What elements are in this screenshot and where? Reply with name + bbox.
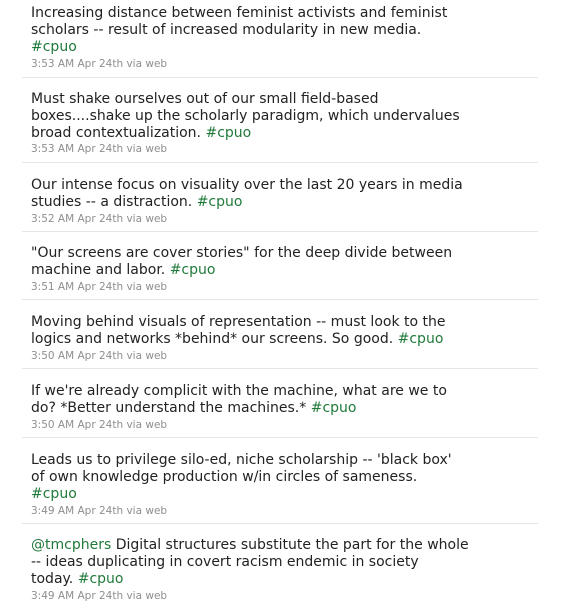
hashtag-link[interactable]: #cpuo — [31, 39, 77, 55]
tweet-timestamp[interactable]: 3:53 AM Apr 24th via web — [31, 143, 168, 155]
tweet-item — [22, 537, 538, 605]
tweet-text-line: of own knowledge production w/in circles of sameness. — [31, 469, 418, 485]
hashtag-link[interactable]: #cpuo — [310, 400, 357, 416]
hashtag-link[interactable]: #cpuo — [196, 194, 243, 210]
tweet-text — [31, 537, 531, 588]
tweet-text-line: Must shake ourselves out of our small field-based — [31, 91, 379, 107]
hashtag-link[interactable]: #cpuo — [205, 125, 252, 141]
tweet-text-line: If we're already complicit with the machine, what are we to — [31, 383, 447, 399]
tweet-text — [31, 314, 531, 348]
tweet-text-line: boxes....shake up the scholarly paradigm, which undervalues — [31, 108, 460, 124]
tweet-text-line: studies -- a distraction. — [31, 194, 193, 210]
tweet-text-line: machine and labor. — [31, 262, 166, 278]
tweet-item — [22, 452, 538, 524]
tweet-text — [31, 91, 531, 142]
tweet-text-line: broad contextualization. — [31, 125, 202, 141]
tweet-item — [22, 245, 538, 300]
tweet-text-line: do? *Better understand the machines.* — [31, 400, 307, 416]
hashtag-link[interactable]: #cpuo — [31, 486, 77, 502]
tweet-text-line: Increasing distance between feminist activists and feminist — [31, 5, 448, 21]
tweet-item — [22, 91, 538, 163]
tweet-text-line: Our intense focus on visuality over the last 20 years in media — [31, 177, 463, 193]
mention-link[interactable]: @tmcphers — [31, 537, 112, 553]
tweet-text-line: scholars -- result of increased modularity in new media. — [31, 22, 422, 38]
tweet-timestamp[interactable]: 3:51 AM Apr 24th via web — [31, 281, 168, 293]
tweet-item — [22, 314, 538, 369]
tweet-timestamp[interactable]: 3:50 AM Apr 24th via web — [31, 419, 168, 431]
tweet-text-line: Digital structures substitute the part for the whole — [115, 537, 469, 553]
tweet-text — [31, 383, 531, 417]
tweet-text-line: logics and networks *behind* our screens. So good. — [31, 331, 394, 347]
tweet-item — [22, 383, 538, 438]
tweet-text — [31, 177, 531, 211]
tweet-text — [31, 245, 531, 279]
tweet-text-line: -- ideas duplicating in covert racism endemic in society — [31, 554, 419, 570]
tweet-item — [22, 177, 538, 232]
tweet-item — [22, 5, 538, 78]
tweet-text — [31, 452, 531, 503]
tweet-text-line: Moving behind visuals of representation -- must look to the — [31, 314, 446, 330]
tweet-text-line: today. — [31, 571, 74, 587]
tweet-timestamp[interactable]: 3:52 AM Apr 24th via web — [31, 213, 168, 225]
hashtag-link[interactable]: #cpuo — [77, 571, 124, 587]
tweet-timestamp[interactable]: 3:49 AM Apr 24th via web — [31, 590, 168, 602]
hashtag-link[interactable]: #cpuo — [397, 331, 444, 347]
tweet-timestamp[interactable]: 3:53 AM Apr 24th via web — [31, 58, 168, 70]
tweet-timestamp[interactable]: 3:49 AM Apr 24th via web — [31, 505, 168, 517]
tweet-timestamp[interactable]: 3:50 AM Apr 24th via web — [31, 350, 168, 362]
tweet-text-line: Leads us to privilege silo-ed, niche scholarship -- 'black box' — [31, 452, 452, 468]
hashtag-link[interactable]: #cpuo — [169, 262, 216, 278]
tweet-text — [31, 5, 531, 56]
tweet-text-line: "Our screens are cover stories" for the deep divide between — [31, 245, 453, 261]
